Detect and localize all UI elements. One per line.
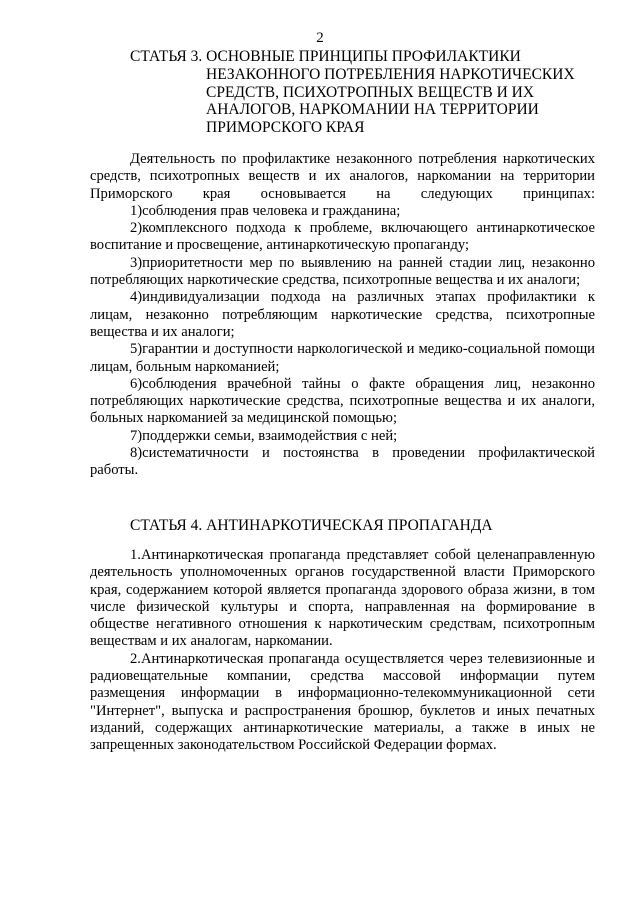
principle-item: 2)комплексного подхода к проблеме, включающего антинаркотическое воспитание и просвещение, антинаркотическую пропаганду; — [90, 220, 595, 254]
page-number: 2 — [316, 30, 324, 46]
article-3-heading-line-4: АНАЛОГОВ, НАРКОМАНИИ НА ТЕРРИТОРИИ — [206, 101, 539, 119]
article-3-body — [90, 151, 595, 480]
article-4-paragraph: 2.Антинаркотическая пропаганда осуществляется через телевизионные и радиовещательные компании, средства массовой информации путем размещения информации в информационно-телекоммуникационной сети "Интернет", выпуска и распространения брошюр, буклетов и иных печатных изданий, содержащих антинаркотические материалы, а также в иных не запрещенных законодательством Российской Федерации формах. — [90, 650, 595, 754]
principle-item: 5)гарантии и доступности наркологической и медико-социальной помощи лицам, больным наркоманией; — [90, 341, 595, 375]
principle-item: 1)соблюдения прав человека и гражданина; — [130, 202, 401, 219]
article-4-paragraph: 1.Антинаркотическая пропаганда представляет собой целенаправленную деятельность уполномоченных органов государственной власти Приморского края, содержанием которой является пропаганда здорового образа жизни, в том числе физической культуры и спорта, направленная на формирование в обществе негативного отношения к наркотическим средствам, психотропным веществам и их аналогам, наркомании. — [90, 547, 595, 650]
principle-item: 3)приоритетности мер по выявлению на ранней стадии лиц, незаконно потребляющих наркотические средства, психотропные вещества и их аналоги; — [90, 254, 595, 289]
principle-item: 4)индивидуализации подхода на различных этапах профилактики к лицам, незаконно потребляющим наркотические средства, психотропные вещества и их аналоги; — [90, 289, 595, 340]
article-4-body — [90, 547, 595, 755]
article-3-heading-line-2: НЕЗАКОННОГО ПОТРЕБЛЕНИЯ НАРКОТИЧЕСКИХ — [206, 65, 575, 83]
article-3-intro: Деятельность по профилактике незаконного потребления наркотических средств, психотропных веществ и их аналогов, наркомании на территории Приморского края основывается на следующих принципах: — [90, 151, 595, 202]
principle-item: 6)соблюдения врачебной тайны о факте обращения лиц, незаконно потребляющих наркотические средства, психотропные вещества и их аналоги, больных наркоманией за медицинской помощью; — [90, 375, 595, 427]
principle-item: 7)поддержки семьи, взаимодействия с ней; — [130, 427, 398, 444]
article-3-heading — [130, 48, 575, 137]
article-3-heading-line-5: ПРИМОРСКОГО КРАЯ — [206, 119, 365, 137]
article-3-heading-line-3: СРЕДСТВ, ПСИХОТРОПНЫХ ВЕЩЕСТВ И ИХ — [206, 83, 535, 101]
principle-item: 8)систематичности и постоянства в проведении профилактической работы. — [90, 445, 595, 479]
article-4-heading: СТАТЬЯ 4. АНТИНАРКОТИЧЕСКАЯ ПРОПАГАНДА — [130, 517, 493, 534]
article-3-heading-line-1: СТАТЬЯ 3. ОСНОВНЫЕ ПРИНЦИПЫ ПРОФИЛАКТИКИ — [130, 48, 521, 65]
